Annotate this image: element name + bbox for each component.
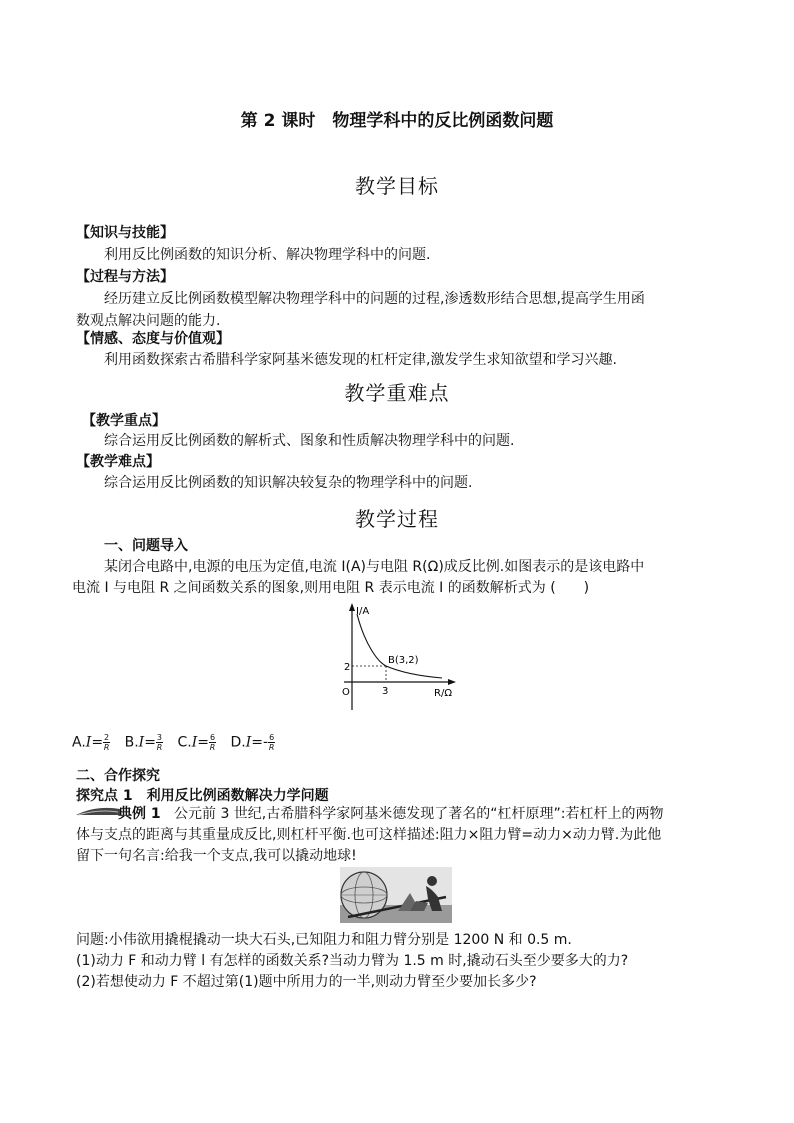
method-line-1: 经历建立反比例函数模型解决物理学科中的问题的过程,渗透数形结合思想,提高学生用函 (104, 291, 645, 307)
fraction: $\frac{3}{R}$ (156, 733, 163, 752)
example-line-1: 公元前 3 世纪,古希腊科学家阿基米德发现了著名的“杠杆原理”:若杠杆上的两物 (174, 806, 664, 822)
attitude-label: 【情感、态度与价值观】 (76, 331, 230, 347)
example-badge-icon (76, 803, 120, 817)
part1-line-1: 某闭合电路中,电源的电压为定值,电流 I(A)与电阻 R(Ω)成反比例.如图表示的是该电路中 (104, 559, 645, 575)
question-line-1: 问题:小伟欲用撬棍撬动一块大石头,已知阻力和阻力臂分别是 1200 N 和 0.5 m. (76, 932, 572, 948)
option-d[interactable]: D.I=- $\frac{6}{R}$ (230, 733, 275, 752)
archimedes-lever-image (340, 867, 452, 923)
part2-heading: 二、合作探究 (76, 768, 160, 784)
difficulty-text: 综合运用反比例函数的知识解决较复杂的物理学科中的问题. (104, 475, 473, 491)
x-axis-arrow (448, 679, 456, 685)
question-line-3: (2)若想使动力 F 不超过第(1)题中所用力的一半,则动力臂至少要加长多少? (76, 974, 537, 990)
part1-heading: 一、问题导入 (104, 538, 188, 554)
fraction: $\frac{2}{R}$ (103, 733, 110, 752)
section-heading-process: 教学过程 (355, 507, 439, 531)
focus-label: 【教学重点】 (82, 413, 166, 429)
hyperbola-curve (357, 614, 442, 678)
knowledge-text: 利用反比例函数的知识分析、解决物理学科中的问题. (104, 247, 431, 263)
x-axis-label: R/Ω (434, 688, 452, 699)
section-heading-objectives: 教学目标 (355, 174, 439, 198)
section-heading-key-points: 教学重难点 (344, 381, 450, 405)
option-c[interactable]: C.I= $\frac{6}{R}$ (177, 733, 216, 752)
y-tick-label: 2 (344, 662, 351, 673)
knowledge-label: 【知识与技能】 (76, 225, 174, 241)
y-axis-arrow (349, 603, 355, 611)
part1-line-2: 电流 I 与电阻 R 之间函数关系的图象,则用电阻 R 表示电流 I 的函数解析式为 ( ) (72, 580, 590, 596)
origin-label: O (342, 687, 350, 698)
fraction: $\frac{6}{R}$ (209, 733, 216, 752)
focus-text: 综合运用反比例函数的解析式、图象和性质解决物理学科中的问题. (104, 433, 515, 449)
fraction: $\frac{6}{R}$ (268, 733, 275, 752)
option-b[interactable]: B.I= $\frac{3}{R}$ (124, 733, 163, 752)
example-label: 典例 1 (118, 806, 161, 822)
x-tick-label: 3 (382, 686, 389, 697)
difficulty-label: 【教学难点】 (76, 454, 160, 470)
example-line-3: 留下一句名言:给我一个支点,我可以撬动地球! (76, 848, 357, 864)
example-line-2: 体与支点的距离与其重量成反比,则杠杆平衡.也可这样描述:阻力×阻力臂=动力×动力臂.为此他 (76, 827, 662, 843)
page-title: 第 2 课时 物理学科中的反比例函数问题 (240, 111, 554, 131)
option-a[interactable]: A.I= $\frac{2}{R}$ (72, 733, 110, 752)
question-line-2: (1)动力 F 和动力臂 l 有怎样的函数关系?当动力臂为 1.5 m 时,撬动石头至少要多大的力? (76, 953, 629, 969)
point-b-label: B(3,2) (388, 655, 419, 666)
attitude-text: 利用函数探索古希腊科学家阿基米德发现的杠杆定律,激发学生求知欲望和学习兴趣. (104, 352, 617, 368)
method-label: 【过程与方法】 (76, 269, 174, 285)
inverse-function-graph (330, 600, 470, 715)
y-axis-label: I/A (356, 606, 370, 617)
method-line-2: 数观点解决问题的能力. (76, 313, 221, 329)
answer-options (72, 733, 285, 752)
explore-point-heading: 探究点 1 利用反比例函数解决力学问题 (76, 788, 329, 804)
